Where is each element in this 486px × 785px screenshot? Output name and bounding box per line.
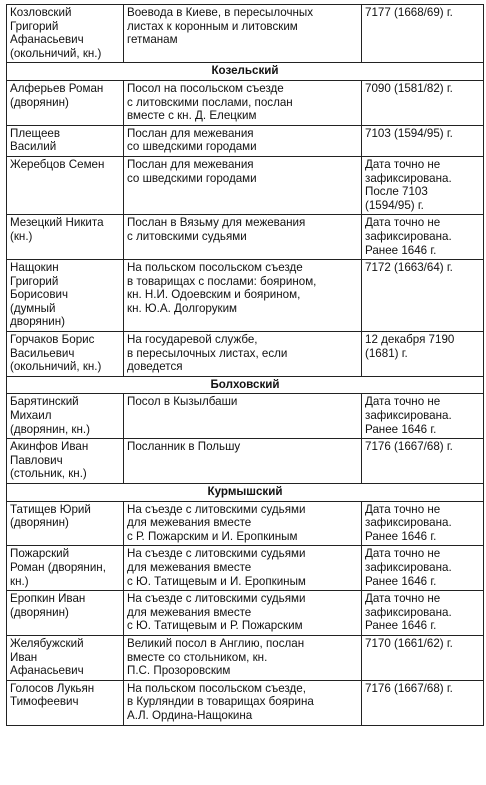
section-title: Козельский: [7, 63, 484, 81]
assignment-cell: Посланник в Польшу: [124, 439, 362, 484]
table-row: [7, 501, 484, 546]
section-header-row: [7, 484, 484, 502]
section-title: Курмышский: [7, 484, 484, 502]
assignment-cell: Послан в Вязьму для межевания с литовскими судьями: [124, 215, 362, 260]
person-cell: Козловский Григорий Афанасьевич (окольничий, кн.): [7, 5, 124, 63]
assignment-cell: На съезде с литовскими судьями для межевания вместе с Ю. Татищевым и Р. Пожарским: [124, 591, 362, 636]
table-row: [7, 125, 484, 156]
date-cell: Дата точно не зафиксирована. Ранее 1646 г.: [362, 546, 484, 591]
person-cell: Акинфов Иван Павлович (стольник, кн.): [7, 439, 124, 484]
table-row: [7, 5, 484, 63]
date-cell: Дата точно не зафиксирована. Ранее 1646 г.: [362, 501, 484, 546]
table-row: [7, 591, 484, 636]
assignment-cell: Посол в Кызылбаши: [124, 394, 362, 439]
date-cell: 12 декабря 7190 (1681) г.: [362, 332, 484, 377]
person-cell: Желябужский Иван Афанасьевич: [7, 635, 124, 680]
date-cell: Дата точно не зафиксирована. Ранее 1646 г.: [362, 215, 484, 260]
person-cell: Голосов Лукьян Тимофеевич: [7, 680, 124, 725]
assignment-cell: На съезде с литовскими судьями для межевания вместе с Ю. Татищевым и И. Еропкиным: [124, 546, 362, 591]
assignment-cell: Посол на посольском съезде с литовскими послами, послан вместе с кн. Д. Елецким: [124, 80, 362, 125]
date-cell: Дата точно не зафиксирована. После 7103 (1594/95) г.: [362, 156, 484, 214]
table-row: [7, 394, 484, 439]
person-cell: Жеребцов Семен: [7, 156, 124, 214]
table-row: [7, 546, 484, 591]
person-cell: Алферьев Роман (дворянин): [7, 80, 124, 125]
assignment-cell: Послан для межевания со шведскими городами: [124, 125, 362, 156]
date-cell: 7177 (1668/69) г.: [362, 5, 484, 63]
date-cell: 7176 (1667/68) г.: [362, 680, 484, 725]
date-cell: 7172 (1663/64) г.: [362, 260, 484, 332]
assignment-cell: На государевой службе, в пересылочных листах, если доведется: [124, 332, 362, 377]
person-cell: Мезецкий Никита (кн.): [7, 215, 124, 260]
person-cell: Барятинский Михаил (дворянин, кн.): [7, 394, 124, 439]
person-cell: Еропкин Иван (дворянин): [7, 591, 124, 636]
person-cell: Пожарский Роман (дворянин, кн.): [7, 546, 124, 591]
table-row: [7, 260, 484, 332]
date-cell: Дата точно не зафиксирована. Ранее 1646 г.: [362, 394, 484, 439]
section-header-row: [7, 376, 484, 394]
assignment-cell: На польском посольском съезде в товарищах с послами: боярином, кн. Н.И. Одоевским и боярином, кн. Ю.А. Долгоруким: [124, 260, 362, 332]
date-cell: 7090 (1581/82) г.: [362, 80, 484, 125]
date-cell: 7170 (1661/62) г.: [362, 635, 484, 680]
assignment-cell: Воевода в Киеве, в пересылочных листах к коронным и литовским гетманам: [124, 5, 362, 63]
table-body: [7, 5, 484, 726]
table-row: [7, 156, 484, 214]
assignment-cell: На польском посольском съезде, в Курляндии в товарищах боярина А.Л. Ордина-Нащокина: [124, 680, 362, 725]
section-title: Болховский: [7, 376, 484, 394]
table-row: [7, 332, 484, 377]
person-cell: Плещеев Василий: [7, 125, 124, 156]
person-cell: Татищев Юрий (дворянин): [7, 501, 124, 546]
date-cell: 7176 (1667/68) г.: [362, 439, 484, 484]
date-cell: Дата точно не зафиксирована. Ранее 1646 г.: [362, 591, 484, 636]
date-cell: 7103 (1594/95) г.: [362, 125, 484, 156]
table-row: [7, 439, 484, 484]
table-row: [7, 215, 484, 260]
assignment-cell: Великий посол в Англию, послан вместе со стольником, кн. П.С. Прозоровским: [124, 635, 362, 680]
table-row: [7, 680, 484, 725]
person-cell: Нащокин Григорий Борисович (думный дворянин): [7, 260, 124, 332]
table-row: [7, 80, 484, 125]
assignment-cell: Послан для межевания со шведскими городами: [124, 156, 362, 214]
section-header-row: [7, 63, 484, 81]
person-cell: Горчаков Борис Васильевич (окольничий, кн.): [7, 332, 124, 377]
assignment-cell: На съезде с литовскими судьями для межевания вместе с Р. Пожарским и И. Еропкиным: [124, 501, 362, 546]
officials-table: [6, 4, 484, 726]
table-row: [7, 635, 484, 680]
